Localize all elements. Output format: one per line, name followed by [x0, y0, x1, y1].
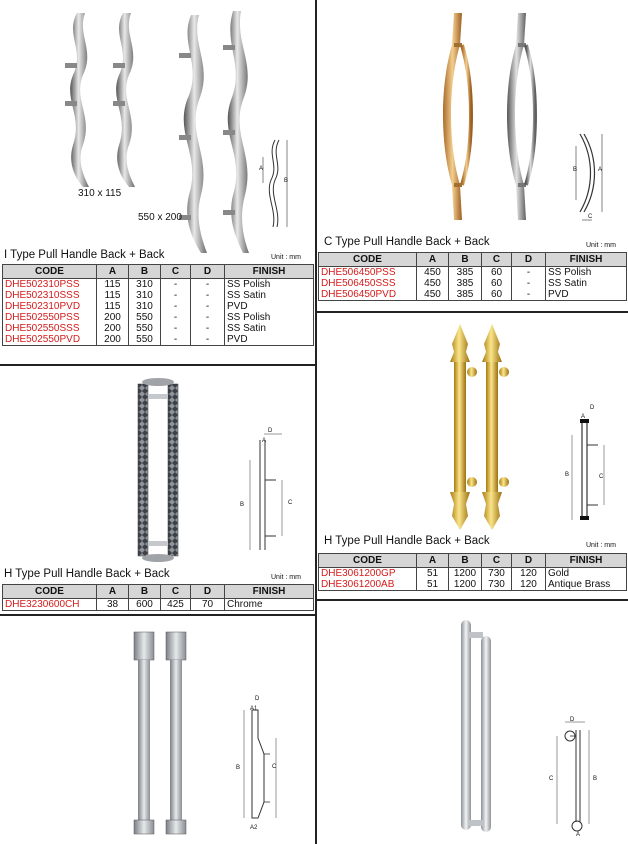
dimension-cell: 730 [482, 568, 512, 580]
dimension-label: A [598, 167, 603, 173]
dimension-cell: 450 [417, 289, 449, 301]
dimension-cell: 730 [482, 579, 512, 591]
table-row [3, 290, 314, 301]
spec-table [318, 553, 627, 591]
product-code: DHE3230600CH [3, 599, 97, 611]
table-row [319, 579, 627, 591]
dimension-cell: - [191, 301, 225, 312]
finish-cell: PVD [546, 289, 627, 301]
dimension-cell: 120 [512, 579, 546, 591]
column-header: B [129, 265, 161, 279]
dimension-cell: 115 [97, 290, 129, 301]
dimension-label: B [236, 765, 241, 771]
dimension-cell: - [191, 323, 225, 334]
table-row [3, 301, 314, 312]
dimension-cell: 310 [129, 279, 161, 291]
dimension-diagram [560, 405, 620, 530]
dimension-cell: 51 [417, 568, 449, 580]
dimension-label: B [573, 167, 578, 173]
spec-table [2, 264, 314, 346]
column-header: C [482, 253, 512, 267]
dimension-cell: 200 [97, 323, 129, 334]
dimension-label: D [590, 405, 595, 411]
dimension-cell: - [512, 278, 546, 289]
dimension-cell: 600 [129, 599, 161, 611]
product-code: DHE506450PVD [319, 289, 417, 301]
finish-cell: Gold [546, 568, 627, 580]
dimension-cell: 1200 [449, 568, 482, 580]
dimension-cell: 385 [449, 267, 482, 279]
size-label: 310 x 115 [78, 188, 122, 199]
table-row [319, 278, 627, 289]
finish-cell: Chrome [225, 599, 314, 611]
table-row [319, 289, 627, 301]
column-header: B [449, 253, 482, 267]
dimension-cell: - [512, 289, 546, 301]
dimension-cell: 200 [97, 334, 129, 346]
dimension-cell: 385 [449, 289, 482, 301]
section-title: C Type Pull Handle Back + Back [324, 236, 490, 248]
dimension-cell: - [512, 267, 546, 279]
product-code: DHE502550PSS [3, 312, 97, 323]
dimension-cell: 60 [482, 267, 512, 279]
dimension-label: C [599, 474, 604, 480]
dimension-cell: 1200 [449, 579, 482, 591]
divider [317, 311, 628, 313]
dimension-cell: 310 [129, 290, 161, 301]
dimension-cell: - [191, 312, 225, 323]
vertical-divider [315, 0, 317, 844]
product-code: DHE3061200GP [319, 568, 417, 580]
product-code: DHE502550PVD [3, 334, 97, 346]
dimension-label: D [255, 696, 260, 702]
textured-handle-image [130, 376, 186, 562]
dimension-cell: 115 [97, 279, 129, 291]
dimension-label: A2 [250, 825, 258, 831]
divider [0, 364, 315, 366]
column-header: B [449, 554, 482, 568]
size-label: 550 x 200 [138, 212, 182, 223]
product-code: DHE502310PSS [3, 279, 97, 291]
unit-label: Unit : mm [271, 574, 301, 581]
spec-table [318, 252, 627, 301]
section-title: H Type Pull Handle Back + Back [4, 568, 170, 580]
finish-cell: SS Polish [546, 267, 627, 279]
column-header: C [161, 585, 191, 599]
dimension-cell: 51 [417, 579, 449, 591]
unit-label: Unit : mm [586, 542, 616, 549]
dimension-cell: - [161, 290, 191, 301]
column-header: FINISH [546, 253, 627, 267]
dimension-cell: 425 [161, 599, 191, 611]
dimension-label: C [288, 500, 293, 506]
dimension-cell: 550 [129, 312, 161, 323]
dimension-cell: - [191, 334, 225, 346]
dimension-cell: 38 [97, 599, 129, 611]
square-handle-image [128, 628, 192, 838]
table-row [3, 599, 314, 611]
dimension-label: B [565, 472, 570, 478]
dimension-cell: 450 [417, 278, 449, 289]
table-row [3, 323, 314, 334]
column-header: B [129, 585, 161, 599]
spec-table [2, 584, 314, 611]
section-title: H Type Pull Handle Back + Back [324, 535, 490, 547]
column-header: C [161, 265, 191, 279]
finish-cell: SS Satin [225, 290, 314, 301]
dimension-label: B [284, 178, 289, 184]
dimension-cell: 60 [482, 289, 512, 301]
product-code: DHE502310PVD [3, 301, 97, 312]
dimension-diagram [255, 135, 295, 235]
dimension-cell: - [191, 290, 225, 301]
divider [0, 614, 315, 616]
dimension-label: D [268, 428, 273, 434]
dimension-cell: - [161, 334, 191, 346]
column-header: CODE [3, 265, 97, 279]
unit-label: Unit : mm [271, 254, 301, 261]
table-row [3, 312, 314, 323]
product-code: DHE506450SSS [319, 278, 417, 289]
column-header: C [482, 554, 512, 568]
finish-cell: SS Polish [225, 279, 314, 291]
column-header: A [97, 265, 129, 279]
table-row [319, 267, 627, 279]
dimension-cell: - [161, 301, 191, 312]
column-header: A [97, 585, 129, 599]
finish-cell: Antique Brass [546, 579, 627, 591]
dimension-label: D [570, 717, 575, 723]
section-title: I Type Pull Handle Back + Back [4, 249, 165, 261]
column-header: FINISH [225, 265, 314, 279]
dimension-cell: 120 [512, 568, 546, 580]
column-header: CODE [319, 554, 417, 568]
finish-cell: SS Polish [225, 312, 314, 323]
dimension-label: B [240, 502, 245, 508]
dimension-label: B [593, 776, 598, 782]
dimension-cell: - [161, 312, 191, 323]
dimension-label: A [576, 832, 581, 838]
finish-cell: SS Satin [546, 278, 627, 289]
round-handle-image [455, 614, 505, 839]
product-code: DHE502310SSS [3, 290, 97, 301]
table-row [319, 568, 627, 580]
divider [317, 599, 628, 601]
column-header: D [512, 554, 546, 568]
dimension-label: C [588, 214, 593, 220]
unit-label: Unit : mm [586, 242, 616, 249]
dimension-diagram [234, 694, 294, 834]
column-header: D [191, 585, 225, 599]
curved-handle-image [440, 5, 540, 230]
table-row [3, 279, 314, 291]
dimension-cell: 550 [129, 334, 161, 346]
finish-cell: SS Satin [225, 323, 314, 334]
column-header: FINISH [225, 585, 314, 599]
gold-handle-image [440, 322, 520, 532]
column-header: CODE [319, 253, 417, 267]
dimension-cell: - [191, 279, 225, 291]
dimension-label: C [549, 776, 554, 782]
dimension-cell: 450 [417, 267, 449, 279]
dimension-cell: 70 [191, 599, 225, 611]
dimension-label: A [262, 438, 267, 444]
dimension-cell: 115 [97, 301, 129, 312]
column-header: A [417, 253, 449, 267]
finish-cell: PVD [225, 334, 314, 346]
dimension-cell: 385 [449, 278, 482, 289]
dimension-cell: 310 [129, 301, 161, 312]
dimension-label: A [259, 166, 264, 172]
product-code: DHE506450PSS [319, 267, 417, 279]
dimension-label: A [581, 414, 586, 420]
dimension-cell: 550 [129, 323, 161, 334]
column-header: CODE [3, 585, 97, 599]
dimension-diagram [570, 128, 610, 228]
product-code: DHE502550SSS [3, 323, 97, 334]
finish-cell: PVD [225, 301, 314, 312]
table-row [3, 334, 314, 346]
column-header: A [417, 554, 449, 568]
dimension-label: A1 [250, 706, 258, 712]
column-header: FINISH [546, 554, 627, 568]
column-header: D [191, 265, 225, 279]
product-code: DHE3061200AB [319, 579, 417, 591]
dimension-cell: 200 [97, 312, 129, 323]
dimension-cell: - [161, 323, 191, 334]
column-header: D [512, 253, 546, 267]
dimension-cell: - [161, 279, 191, 291]
dimension-cell: 60 [482, 278, 512, 289]
dimension-diagram [238, 430, 298, 560]
dimension-label: C [272, 764, 277, 770]
